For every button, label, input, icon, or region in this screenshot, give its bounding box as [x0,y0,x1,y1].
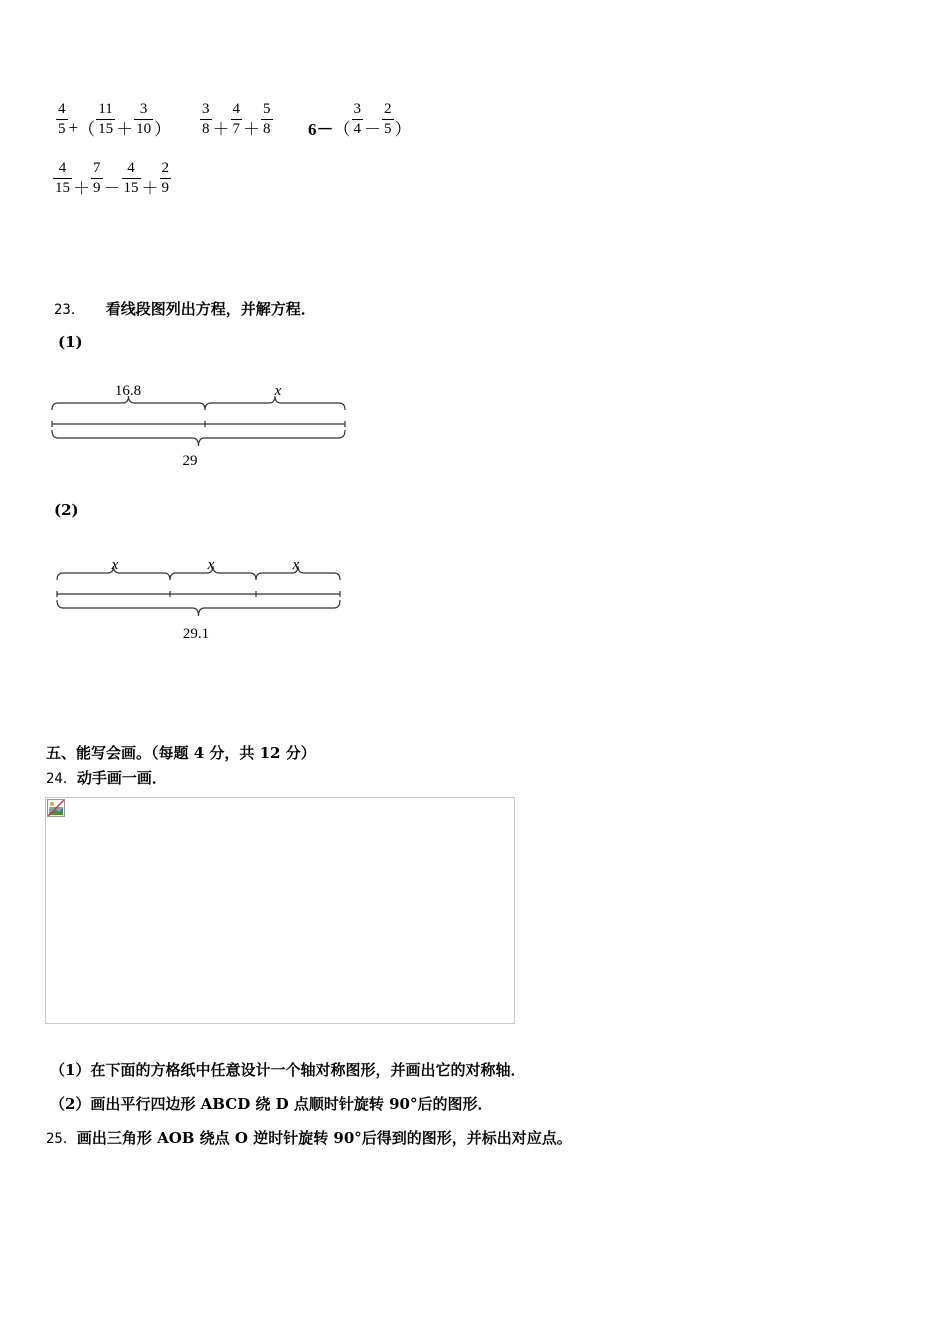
part-label: x [207,557,215,573]
question-text: 画出三角形 AOB 绕点 O 逆时针旋转 90°后得到的图形，并标出对应点。 [76,1129,572,1147]
operator: ） [154,120,172,139]
operator: ） [394,120,412,139]
line-segment-diagram-2 [0,550,400,650]
denominator: 15 [98,120,114,137]
question-number: 25． [46,1131,77,1147]
fraction [91,160,103,197]
line-segment-diagram-1 [0,370,400,480]
denominator: 8 [263,120,271,137]
operator: ＋ [73,179,90,198]
part-label: x [292,557,300,573]
question-24-sub-1: （1）在下面的方格纸中任意设计一个轴对称图形，并画出它的对称轴． [50,1061,526,1079]
operator: + [68,117,79,137]
operator: ＋ [141,179,159,198]
numerator: 3 [353,100,361,117]
numerator: 4 [127,159,135,176]
fraction [382,101,394,138]
broken-image-icon [47,799,65,817]
part-label: x [274,383,282,399]
total-brace [57,600,340,616]
question-25 [46,1127,572,1148]
denominator: 8 [202,120,210,137]
fraction [352,101,364,138]
question-23 [54,298,316,319]
part-label: 16.8 [114,383,142,399]
operator: ＋ [243,120,260,139]
denominator: 15 [55,179,70,196]
expression-4 [52,157,172,199]
denominator: 15 [123,179,139,196]
operator: ＋ [212,120,230,139]
fraction [56,101,68,138]
numerator: 11 [98,100,113,117]
fraction [134,101,153,138]
image-placeholder [45,797,515,1024]
fraction [261,101,273,138]
numerator: 3 [139,100,148,117]
total-label: 29 [182,453,198,469]
question-text: 看线段图列出方程，并解方程． [105,300,316,318]
operator: 6－ [308,120,334,139]
question-number: 24． [46,771,77,787]
operator: （ [333,120,351,139]
fraction [160,160,172,197]
part-1-label: (1) [58,333,83,351]
expression-3 [308,98,412,140]
denominator: 9 [93,179,101,196]
section-title: 五、能写会画。（每题 4 分，共 12 分） [46,744,316,762]
operator: ＋ [116,120,134,139]
total-label: 29.1 [182,626,210,642]
fraction [122,160,141,197]
numerator: 4 [232,100,240,117]
operator: － [103,179,121,198]
fraction [231,101,243,138]
part-label: x [111,557,119,573]
denominator: 5 [384,120,392,137]
denominator: 5 [58,120,66,137]
operator: － [364,120,381,139]
numerator: 2 [161,159,169,176]
numerator: 4 [58,159,67,176]
denominator: 9 [161,179,169,196]
numerator: 2 [384,100,392,117]
numerator: 3 [202,100,210,117]
question-number: 23． [54,302,85,318]
denominator: 4 [353,120,361,137]
numerator: 4 [58,100,66,117]
denominator: 7 [232,120,240,137]
question-text: 动手画一画． [76,769,167,787]
fraction [96,101,115,138]
numerator: 7 [93,159,101,176]
expression-2 [199,98,274,140]
question-24-sub-2: （2）画出平行四边形 ABCD 绕 D 点顺时针旋转 90°后的图形． [50,1095,493,1113]
total-brace [52,430,345,446]
expression-1 [55,98,171,140]
question-24 [46,767,167,788]
denominator: 10 [136,120,152,137]
fraction [200,101,212,138]
operator: （ [78,120,96,139]
numerator: 5 [263,100,271,117]
part-2-label: (2) [54,501,79,519]
fraction [53,160,72,197]
